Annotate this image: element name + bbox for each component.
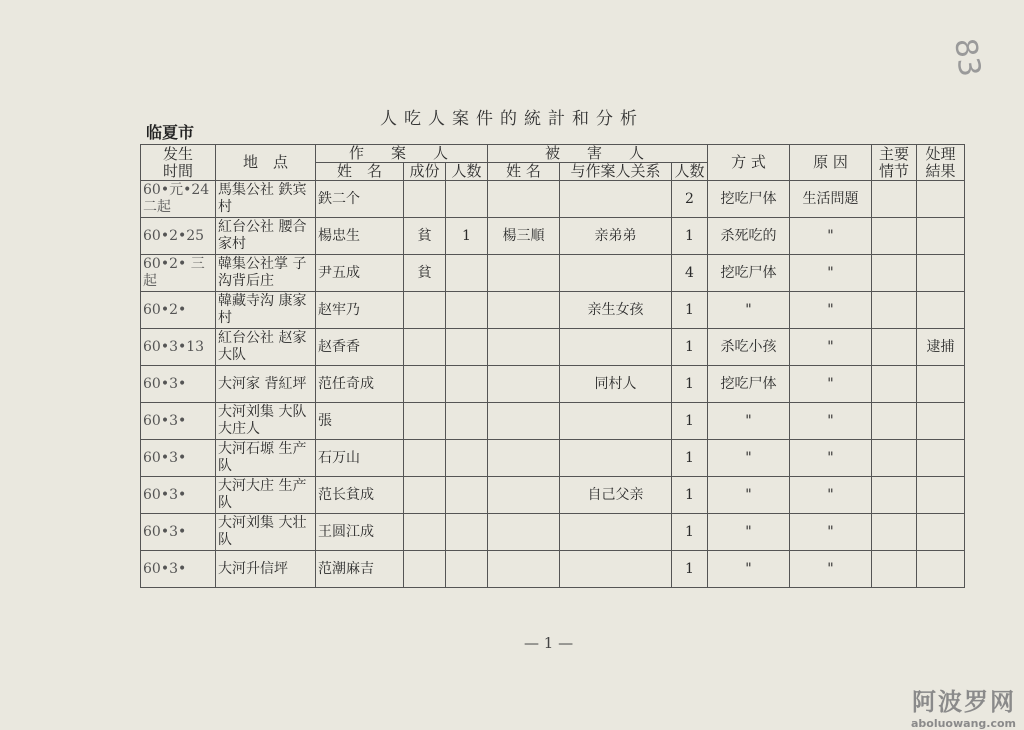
row-method: " [708, 514, 790, 551]
row-method: 挖吃尸体 [708, 366, 790, 403]
row-method: " [708, 403, 790, 440]
table-row [141, 292, 965, 329]
header-victim-name: 姓 名 [488, 163, 560, 181]
table-row [141, 551, 965, 588]
row-time: 60•3•13 [141, 329, 216, 366]
row-location: 大河升信坪 [216, 551, 316, 588]
row-location: 大河刘集 大壮队 [216, 514, 316, 551]
row-victim-count: 1 [672, 366, 708, 403]
row-reason: " [790, 218, 872, 255]
row-perp-class: 貧 [404, 218, 446, 255]
row-relation: 同村人 [560, 366, 672, 403]
row-relation [560, 181, 672, 218]
row-result [917, 181, 965, 218]
row-victim-count: 4 [672, 255, 708, 292]
cannibalism-case-table [140, 144, 965, 588]
row-perp-class [404, 551, 446, 588]
table-row [141, 366, 965, 403]
row-victim-name [488, 255, 560, 292]
row-location: 紅台公社 赵家大队 [216, 329, 316, 366]
row-perp-name: 范任奇成 [316, 366, 404, 403]
row-location: 韓集公社掌 子沟背后庄 [216, 255, 316, 292]
row-victim-name [488, 366, 560, 403]
row-plot [872, 477, 917, 514]
row-victim-name [488, 403, 560, 440]
row-relation [560, 329, 672, 366]
row-perp-count [446, 551, 488, 588]
header-reason: 原 因 [790, 145, 872, 181]
row-reason: 生活問題 [790, 181, 872, 218]
row-perp-name: 鉄二个 [316, 181, 404, 218]
table-row [141, 403, 965, 440]
row-perp-name: 王圆江成 [316, 514, 404, 551]
header-perp-name: 姓 名 [316, 163, 404, 181]
document-title: 人吃人案件的統計和分析 [380, 109, 644, 129]
row-result [917, 218, 965, 255]
row-time: 60•3• [141, 477, 216, 514]
row-relation: 自己父亲 [560, 477, 672, 514]
row-plot [872, 514, 917, 551]
header-location: 地 点 [216, 145, 316, 181]
row-method: " [708, 440, 790, 477]
table-row [141, 255, 965, 292]
row-time: 60•3• [141, 551, 216, 588]
row-method: 杀死吃的 [708, 218, 790, 255]
row-plot [872, 218, 917, 255]
header-time: 发生 时間 [141, 145, 216, 181]
row-victim-count: 1 [672, 329, 708, 366]
row-time: 60•3• [141, 440, 216, 477]
row-location: 大河家 背紅坪 [216, 366, 316, 403]
row-victim-count: 1 [672, 477, 708, 514]
row-time: 60•2• [141, 292, 216, 329]
row-location: 馬集公社 鉄宾村 [216, 181, 316, 218]
header-plot: 主要 情节 [872, 145, 917, 181]
row-result [917, 551, 965, 588]
row-victim-count: 1 [672, 218, 708, 255]
row-perp-class [404, 403, 446, 440]
row-victim-count: 1 [672, 403, 708, 440]
row-relation [560, 551, 672, 588]
row-reason: " [790, 440, 872, 477]
row-perp-class [404, 440, 446, 477]
row-perp-name: 石万山 [316, 440, 404, 477]
row-relation: 亲弟弟 [560, 218, 672, 255]
row-reason: " [790, 477, 872, 514]
table-row [141, 477, 965, 514]
footer-page-number: — 1 — [524, 634, 574, 652]
row-perp-name: 楊忠生 [316, 218, 404, 255]
row-time: 60•3• [141, 514, 216, 551]
row-perp-count [446, 329, 488, 366]
row-perp-count [446, 255, 488, 292]
table-row [141, 514, 965, 551]
header-relation: 与作案人关系 [560, 163, 672, 181]
row-relation [560, 403, 672, 440]
row-perp-count: 1 [446, 218, 488, 255]
table-row [141, 329, 965, 366]
row-time: 60•元•24 二起 [141, 181, 216, 218]
row-location: 韓藏寺沟 康家村 [216, 292, 316, 329]
row-reason: " [790, 255, 872, 292]
row-perp-class [404, 477, 446, 514]
row-result [917, 514, 965, 551]
handwritten-page-number: 83 [947, 36, 988, 79]
row-victim-name [488, 292, 560, 329]
row-perp-class [404, 329, 446, 366]
row-perp-class [404, 292, 446, 329]
row-plot [872, 292, 917, 329]
row-relation: 亲生女孩 [560, 292, 672, 329]
row-method: 杀吃小孩 [708, 329, 790, 366]
row-victim-name [488, 440, 560, 477]
row-perp-count [446, 514, 488, 551]
row-victim-count: 1 [672, 551, 708, 588]
row-victim-name [488, 514, 560, 551]
row-victim-count: 1 [672, 440, 708, 477]
header-perp-count: 人数 [446, 163, 488, 181]
row-victim-count: 2 [672, 181, 708, 218]
row-perp-class [404, 181, 446, 218]
row-location: 大河刘集 大队大庄人 [216, 403, 316, 440]
row-result [917, 403, 965, 440]
table-row [141, 440, 965, 477]
row-method: 挖吃尸体 [708, 181, 790, 218]
row-reason: " [790, 366, 872, 403]
row-method: " [708, 551, 790, 588]
row-method: 挖吃尸体 [708, 255, 790, 292]
row-plot [872, 181, 917, 218]
row-victim-name [488, 551, 560, 588]
row-perp-name: 范潮麻吉 [316, 551, 404, 588]
row-method: " [708, 477, 790, 514]
row-result [917, 366, 965, 403]
row-reason: " [790, 403, 872, 440]
row-plot [872, 403, 917, 440]
watermark-cn: 阿波罗网 [912, 688, 1016, 716]
header-method: 方 式 [708, 145, 790, 181]
header-perpetrator: 作 案 人 [316, 145, 488, 163]
row-time: 60•3• [141, 366, 216, 403]
city-label: 临夏市 [146, 123, 195, 142]
row-perp-name: 尹五成 [316, 255, 404, 292]
row-perp-count [446, 477, 488, 514]
row-location: 大河石塬 生产队 [216, 440, 316, 477]
row-result [917, 440, 965, 477]
watermark-logo [911, 682, 1016, 730]
row-plot [872, 255, 917, 292]
row-method: " [708, 292, 790, 329]
header-victim-count: 人数 [672, 163, 708, 181]
watermark-url: aboluowang.com [910, 717, 1016, 730]
row-perp-name: 赵香香 [316, 329, 404, 366]
row-location: 大河大庄 生产队 [216, 477, 316, 514]
row-plot [872, 366, 917, 403]
row-result [917, 477, 965, 514]
row-relation [560, 255, 672, 292]
header-victim: 被 害 人 [488, 145, 708, 163]
row-perp-class [404, 366, 446, 403]
row-reason: " [790, 514, 872, 551]
row-reason: " [790, 329, 872, 366]
row-relation [560, 440, 672, 477]
table-row [141, 181, 965, 218]
row-perp-count [446, 292, 488, 329]
header-perp-class: 成份 [404, 163, 446, 181]
table-body [141, 181, 965, 588]
row-perp-class [404, 514, 446, 551]
row-perp-name: 張 [316, 403, 404, 440]
row-plot [872, 329, 917, 366]
row-perp-count [446, 366, 488, 403]
row-result: 逮捕 [917, 329, 965, 366]
row-location: 紅台公社 腰合家村 [216, 218, 316, 255]
row-perp-name: 赵牢乃 [316, 292, 404, 329]
row-perp-class: 貧 [404, 255, 446, 292]
row-time: 60•3• [141, 403, 216, 440]
row-victim-name [488, 477, 560, 514]
row-perp-count [446, 440, 488, 477]
row-victim-name [488, 329, 560, 366]
row-reason: " [790, 292, 872, 329]
row-time: 60•2•25 [141, 218, 216, 255]
row-result [917, 255, 965, 292]
table-row [141, 218, 965, 255]
row-time: 60•2• 三起 [141, 255, 216, 292]
row-relation [560, 514, 672, 551]
row-perp-count [446, 181, 488, 218]
row-perp-count [446, 403, 488, 440]
row-result [917, 292, 965, 329]
row-perp-name: 范长貧成 [316, 477, 404, 514]
row-victim-count: 1 [672, 292, 708, 329]
row-victim-name [488, 181, 560, 218]
row-reason: " [790, 551, 872, 588]
row-plot [872, 440, 917, 477]
row-victim-name: 楊三順 [488, 218, 560, 255]
header-result: 处理 結果 [917, 145, 965, 181]
row-victim-count: 1 [672, 514, 708, 551]
row-plot [872, 551, 917, 588]
